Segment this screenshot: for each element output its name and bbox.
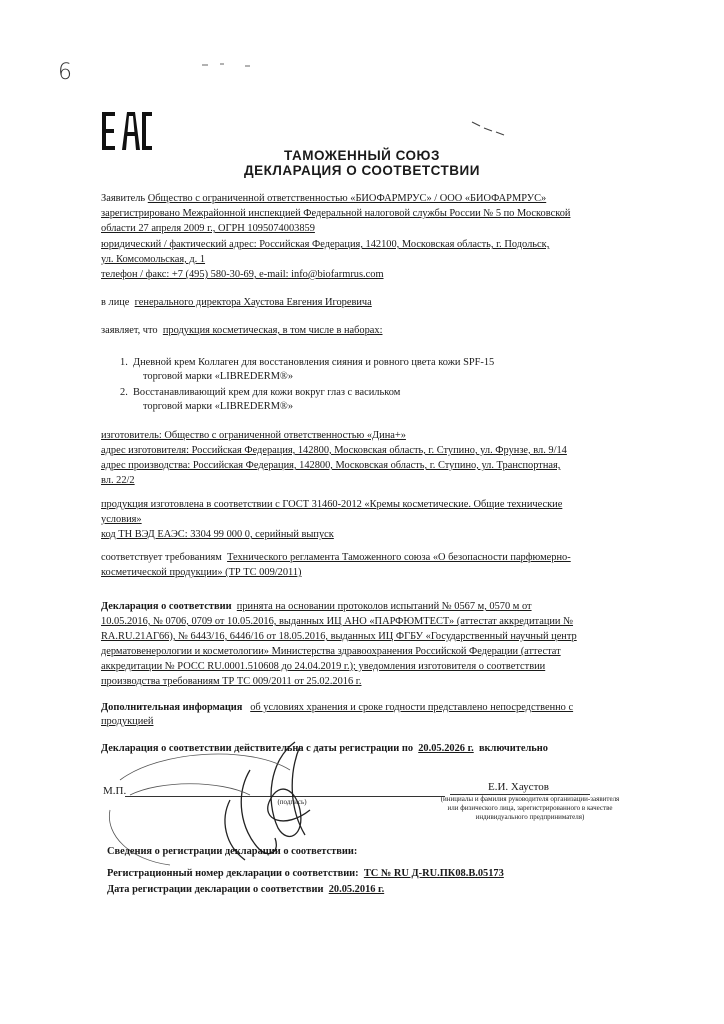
applicant-registration-1: зарегистрировано Межрайонной инспекцией Федеральной налоговой службы России № 5 по Московской bbox=[101, 208, 571, 219]
applicant-address-1: юридический / фактический адрес: Российская Федерация, 142100, Московская область, г. Подольск, bbox=[101, 239, 550, 250]
basis-text: принята на основании протоколов испытаний № 0567 м, 0570 м от bbox=[236, 601, 532, 612]
signer-caption-3: индивидуального предпринимателя) bbox=[475, 813, 585, 821]
basis-line-5: аккредитации № РОСС RU.0001.510608 до 24.04.2019 г.); уведомления изготовителя о соответствии bbox=[101, 661, 546, 672]
additional-info-text-2: продукцией bbox=[101, 716, 154, 727]
production-address-1: адрес производства: Российская Федерация, 142800, Московская область, г. Ступино, ул. Транспортная, bbox=[101, 460, 561, 471]
conforms-line bbox=[101, 552, 571, 564]
representative-label: в лице bbox=[101, 297, 130, 308]
additional-info-line bbox=[101, 702, 573, 714]
page-number: 6 bbox=[58, 60, 72, 85]
declares-line bbox=[101, 325, 383, 337]
additional-info-label: Дополнительная информация bbox=[101, 702, 243, 713]
representative-line bbox=[101, 297, 372, 309]
production-address-2: вл. 22/2 bbox=[101, 475, 135, 486]
applicant-contacts: телефон / факс: +7 (495) 580-30-69, e-mail: info@biofarmrus.com bbox=[101, 269, 384, 280]
applicant-label: Заявитель bbox=[101, 193, 146, 204]
registration-number-label: Регистрационный номер декларации о соответствии: bbox=[107, 868, 359, 879]
applicant-address-2: ул. Комсомольская, д. 1 bbox=[101, 254, 206, 265]
declaration-title: ДЕКЛАРАЦИЯ О СООТВЕТСТВИИ bbox=[244, 163, 480, 178]
product-name: Восстанавливающий крем для кожи вокруг глаз с васильком bbox=[133, 387, 401, 398]
scan-mark bbox=[470, 118, 510, 138]
applicant-line bbox=[101, 193, 546, 205]
applicant-name: Общество с ограниченной ответственностью «БИОФАРМРУС» / ООО «БИОФАРМРУС» bbox=[147, 193, 547, 204]
stamp-mark: М.П. bbox=[103, 785, 127, 797]
basis-line-2: 10.05.2016, № 0706, 0709 от 10.05.2016, выданных ИЦ АНО «ПАРФЮМТЕСТ» (аттестат аккредитации № bbox=[101, 616, 574, 627]
hs-code: код ТН ВЭД ЕАЭС: 3304 99 000 0, серийный выпуск bbox=[101, 529, 334, 540]
declares-value: продукция косметическая, в том числе в наборах: bbox=[162, 325, 383, 336]
manufacturer-address: адрес изготовителя: Российская Федерация, 142800, Московская область, г. Ступино, ул. Фрунзе, вл. 9/14 bbox=[101, 445, 567, 456]
registration-heading: Сведения о регистрации декларации о соответствии: bbox=[107, 846, 358, 857]
union-title: ТАМОЖЕННЫЙ СОЮЗ bbox=[284, 148, 440, 163]
conforms-regulation: Технического регламента Таможенного союза «О безопасности парфюмерно- bbox=[227, 552, 571, 563]
standard-line-1: продукция изготовлена в соответствии с ГОСТ 31460-2012 «Кремы косметические. Общие технические bbox=[101, 499, 563, 510]
registration-number-value: ТС № RU Д-RU.ПК08.В.05173 bbox=[363, 868, 504, 879]
applicant-registration-2: области 27 апреля 2009 г., ОГРН 1095074003859 bbox=[101, 223, 315, 234]
signer-name: Е.И. Хаустов bbox=[488, 781, 549, 793]
registration-date-value: 20.05.2016 г. bbox=[328, 884, 385, 895]
basis-line-1 bbox=[101, 601, 532, 613]
signature-line bbox=[125, 796, 445, 797]
validity-suffix: включительно bbox=[478, 743, 548, 754]
conforms-regulation-2: косметической продукции» (ТР ТС 009/2011) bbox=[101, 567, 302, 578]
declares-label: заявляет, что bbox=[101, 325, 158, 336]
basis-label: Декларация о соответствии bbox=[101, 601, 232, 612]
basis-line-3: RA.RU.21АГ66), № 6443/16, 6446/16 от 18.05.2016, выданных ИЦ ФГБУ «Государственный научный центр bbox=[101, 631, 577, 642]
signature-caption: (подпись) bbox=[277, 798, 307, 806]
eac-logo bbox=[102, 112, 152, 152]
registration-date-line bbox=[107, 884, 384, 896]
basis-line-6: производства требованиям ТР ТС 009/2011 от 25.02.2016 г. bbox=[101, 676, 362, 687]
validity-date: 20.05.2026 г. bbox=[418, 743, 474, 754]
product-brand: торговой марки «LIBREDERM®» bbox=[143, 371, 294, 382]
validity-line bbox=[101, 743, 548, 755]
manufacturer-name: изготовитель: Общество с ограниченной ответственностью «Дина+» bbox=[101, 430, 406, 441]
scan-mark bbox=[200, 60, 260, 70]
representative-value: генерального директора Хаустова Евгения Игоревича bbox=[134, 297, 372, 308]
standard-line-2: условия» bbox=[101, 514, 142, 525]
product-number: 1. bbox=[120, 357, 128, 368]
additional-info-text: об условиях хранения и сроке годности представлено непосредственно с bbox=[250, 702, 574, 713]
product-item bbox=[120, 357, 494, 369]
registration-date-label: Дата регистрации декларации о соответствии bbox=[107, 884, 324, 895]
product-item bbox=[120, 387, 400, 399]
validity-text: Декларация о соответствии действительна с даты регистрации по bbox=[101, 743, 414, 754]
signer-caption-1: (инициалы и фамилия руководителя организации-заявителя bbox=[440, 795, 620, 803]
basis-line-4: дерматовенерологии и косметологии» Министерства здравоохранения Российской Федерации (аттестат bbox=[101, 646, 561, 657]
product-number: 2. bbox=[120, 387, 128, 398]
registration-number-line bbox=[107, 868, 504, 880]
conforms-label: соответствует требованиям bbox=[101, 552, 222, 563]
signer-caption-2: или физического лица, зарегистрированного в качестве bbox=[447, 804, 613, 812]
product-name: Дневной крем Коллаген для восстановления сияния и ровного цвета кожи SPF-15 bbox=[133, 357, 495, 368]
product-brand: торговой марки «LIBREDERM®» bbox=[143, 401, 294, 412]
